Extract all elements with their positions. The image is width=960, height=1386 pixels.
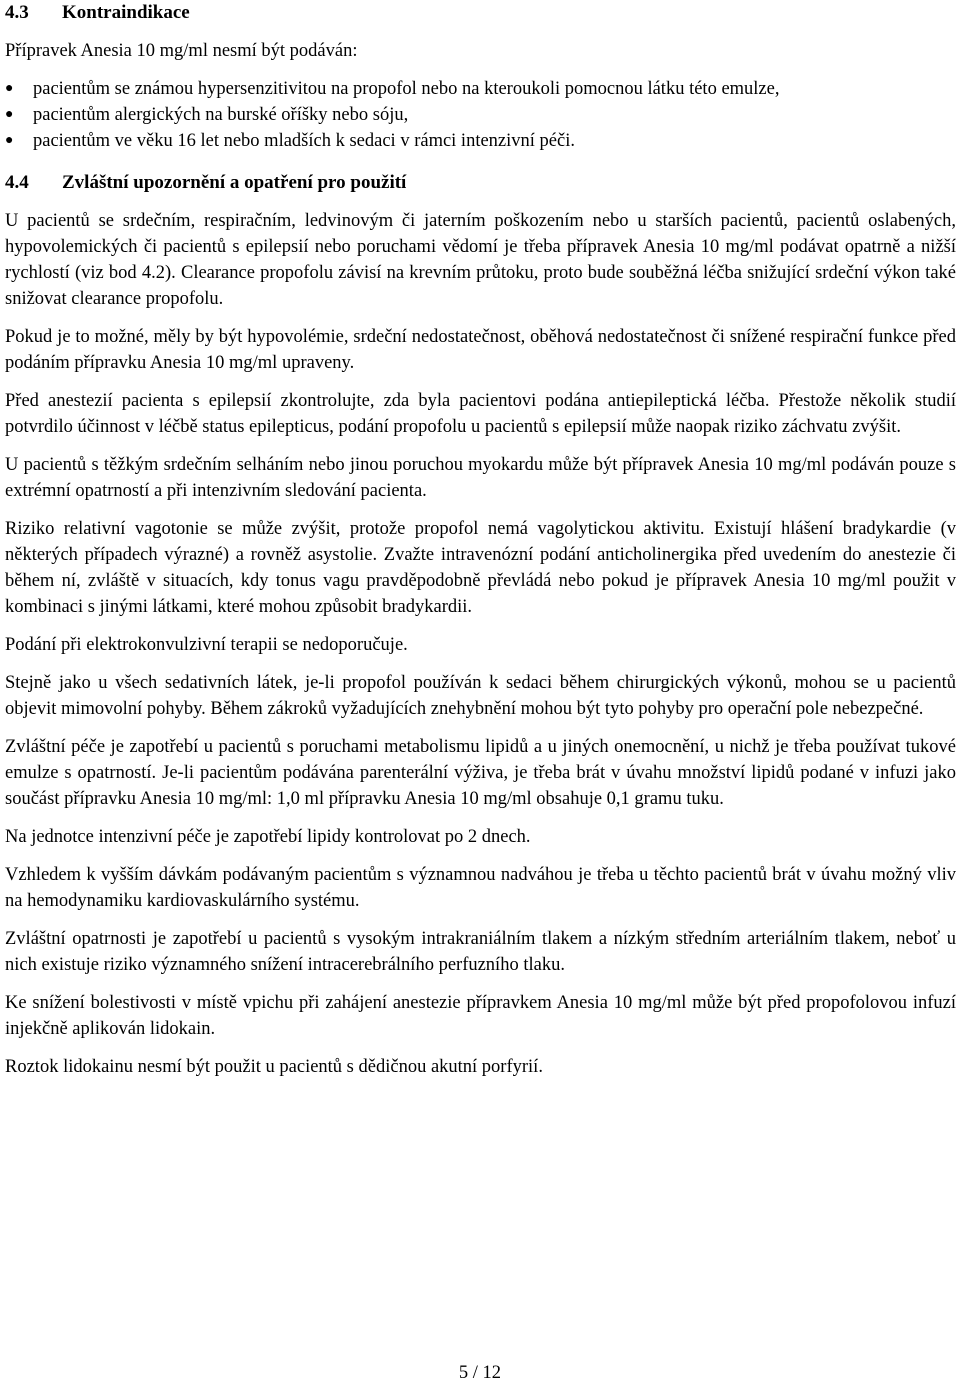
paragraph: Před anestezií pacienta s epilepsií zkontrolujte, zda byla pacientovi podána antiepileptická léčba. Přestože několik studií potvrdilo účinnost v léčbě status epilepticus, podání propofolu u pacientů s epilepsií může naopak riziko záchvatu zvýšit. bbox=[5, 391, 956, 437]
bullet-icon: ● bbox=[5, 107, 14, 122]
section-number: 4.4 bbox=[5, 172, 29, 193]
document-page bbox=[5, 0, 956, 1080]
list-item-text: pacientům alergických na burské oříšky nebo sóju, bbox=[33, 105, 409, 125]
paragraph: Pokud je to možné, měly by být hypovolémie, srdeční nedostatečnost, oběhová nedostatečnost či snížené respirační funkce před podáním přípravku Anesia 10 mg/ml upraveny. bbox=[5, 327, 956, 373]
paragraph: Riziko relativní vagotonie se může zvýšit, protože propofol nemá vagolytickou aktivitu. Existují hlášení bradykardie (v některých případech výrazné) a rovněž asystolie. Zvažte intravenózní podání anticholinergika před uvedením do anestezie či během ní, zvláště v situacích, kdy tonus vagu pravděpodobně převládá nebo pokud je přípravek Anesia 10 mg/ml použit v kombinaci s jinými látkami, které mohou způsobit bradykardii. bbox=[5, 519, 956, 617]
paragraph: Podání při elektrokonvulzivní terapii se nedoporučuje. bbox=[5, 635, 408, 655]
page-number: 5 / 12 bbox=[458, 1363, 502, 1383]
section-heading-4-4 bbox=[5, 170, 956, 196]
paragraph: Zvláštní opatrnosti je zapotřebí u pacientů s vysokým intrakraniálním tlakem a nízkým středním arteriálním tlakem, neboť u nich existuje riziko významného snížení intracerebrálního perfuzního tlaku. bbox=[5, 929, 956, 975]
contraindication-intro: Přípravek Anesia 10 mg/ml nesmí být podáván: bbox=[5, 41, 358, 61]
paragraph: Zvláštní péče je zapotřebí u pacientů s poruchami metabolismu lipidů a u jiných onemocnění, u nichž je třeba používat tukové emulze s opatrností. Je-li pacientům podávána parenterální výživa, je třeba brát v úvahu množství lipidů podané v infuzi jako součást přípravku Anesia 10 mg/ml: 1,0 ml přípravku Anesia 10 mg/ml obsahuje 0,1 gramu tuku. bbox=[5, 737, 956, 809]
section-title: Zvláštní upozornění a opatření pro použití bbox=[62, 172, 407, 193]
section-heading-4-3 bbox=[5, 0, 956, 26]
paragraph: Na jednotce intenzivní péče je zapotřebí lipidy kontrolovat po 2 dnech. bbox=[5, 827, 531, 847]
list-item-text: pacientům ve věku 16 let nebo mladších k sedaci v rámci intenzivní péči. bbox=[33, 131, 575, 151]
contraindication-list bbox=[5, 76, 956, 154]
section-title: Kontraindikace bbox=[62, 2, 190, 23]
bullet-icon: ● bbox=[5, 133, 14, 148]
list-item-text: pacientům se známou hypersenzitivitou na propofol nebo na kteroukoli pomocnou látku této emulze, bbox=[33, 79, 780, 99]
paragraph: U pacientů se srdečním, respiračním, ledvinovým či jaterním poškozením nebo u starších pacientů, pacientů oslabených, hypovolemických či pacientů s epilepsií nebo poruchami vědomí je třeba přípravek Anesia 10 mg/ml podávat opatrně a nižší rychlostí (viz bod 4.2). Clearance propofolu závisí na krevním průtoku, proto bude souběžná léčba snižující srdeční výkon také snižovat clearance propofolu. bbox=[5, 211, 956, 309]
paragraph: Stejně jako u všech sedativních látek, je-li propofol používán k sedaci během chirurgických výkonů, mohou se u pacientů objevit mimovolní pohyby. Během zákroků vyžadujících znehybnění mohou být tyto pohyby pro operační pole nebezpečné. bbox=[5, 673, 956, 719]
list-item bbox=[5, 128, 956, 154]
paragraph: Roztok lidokainu nesmí být použit u pacientů s dědičnou akutní porfyrií. bbox=[5, 1057, 543, 1077]
section-number: 4.3 bbox=[5, 2, 29, 23]
paragraph: Vzhledem k vyšším dávkám podávaným pacientům s významnou nadváhou je třeba u těchto pacientů brát v úvahu možný vliv na hemodynamiku kardiovaskulárního systému. bbox=[5, 865, 956, 911]
bullet-icon: ● bbox=[5, 81, 14, 96]
list-item bbox=[5, 102, 956, 128]
paragraph: U pacientů s těžkým srdečním selháním nebo jinou poruchou myokardu může být přípravek Anesia 10 mg/ml podáván pouze s extrémní opatrností a při intenzivním sledování pacienta. bbox=[5, 455, 956, 501]
paragraph: Ke snížení bolestivosti v místě vpichu při zahájení anestezie přípravkem Anesia 10 mg/ml může být před propofolovou infuzí injekčně aplikován lidokain. bbox=[5, 993, 956, 1039]
list-item bbox=[5, 76, 956, 102]
